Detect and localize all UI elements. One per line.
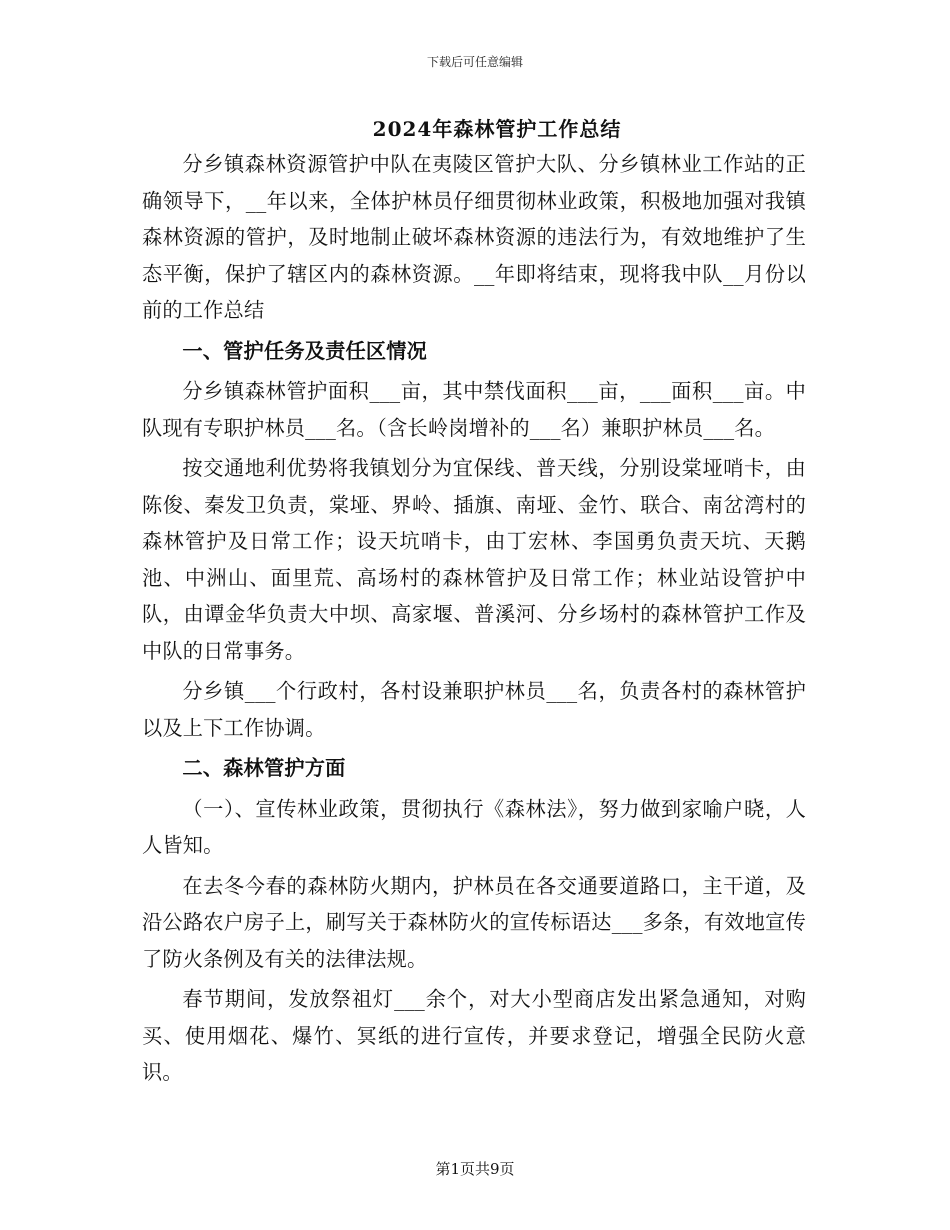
paragraph-subsection-1: （一）、宣传林业政策，贯彻执行《森林法》，努力做到家喻户晓，人人皆知。 [142, 796, 806, 857]
section-heading-2: 二、森林管护方面 [182, 756, 346, 780]
section-heading-1: 一、管护任务及责任区情况 [182, 338, 428, 363]
paragraph-zones: 按交通地利优势将我镇划分为宜保线、普天线，分别设棠垭哨卡，由陈俊、秦发卫负责，棠垭、界岭、插旗、南垭、金竹、联合、南岔湾村的森林管护及日常工作；设天坑哨卡，由丁宏林、李国勇负责天坑、天鹅池、中洲山、面里荒、高场村的森林管护及日常工作；林业站设管护中队，由谭金华负责大中坝、高家堰、普溪河、分乡场村的森林管护工作及中队的日常事务。 [142, 456, 806, 663]
paragraph-area: 分乡镇森林管护面积___亩，其中禁伐面积___亩，___面积___亩。中队现有专职护林员___名。（含长岭岗增补的___名）兼职护林员___名。 [142, 379, 806, 440]
document-body [142, 146, 806, 1091]
paragraph-intro: 分乡镇森林资源管护中队在夷陵区管护大队、分乡镇林业工作站的正确领导下，__年以来，全体护林员仔细贯彻林业政策，积极地加强对我镇森林资源的管护，及时地制止破坏森林资源的违法行为，有效地维护了生态平衡，保护了辖区内的森林资源。__年即将结束，现将我中队__月份以前的工作总结 [142, 152, 806, 322]
paragraph-spring-festival: 春节期间，发放祭祖灯___余个，对大小型商店发出紧急通知，对购买、使用烟花、爆竹、冥纸的进行宣传，并要求登记，增强全民防火意识。 [142, 987, 806, 1084]
document-title: 2024年森林管护工作总结 [372, 117, 622, 141]
page-number: 第1页共9页 [435, 1160, 515, 1178]
header-note: 下载后可任意编辑 [426, 55, 523, 69]
paragraph-villages: 分乡镇___个行政村，各村设兼职护林员___名，负责各村的森林管护以及上下工作协调。 [142, 679, 806, 740]
paragraph-fire-season: 在去冬今春的森林防火期内，护林员在各交通要道路口，主干道，及沿公路农户房子上，刷写关于森林防火的宣传标语达___多条，有效地宣传了防火条例及有关的法律法规。 [142, 873, 806, 971]
